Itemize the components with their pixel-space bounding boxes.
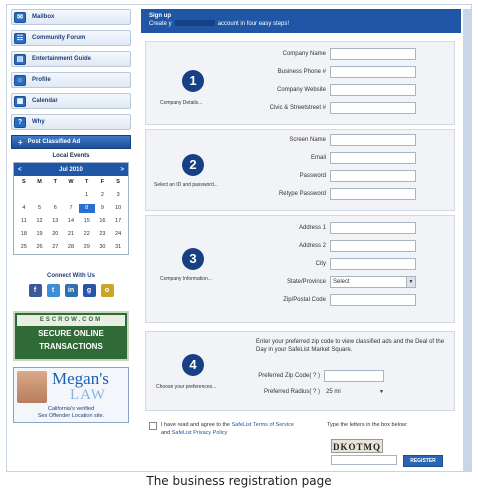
email-input[interactable] (330, 152, 416, 164)
retype-password-row (266, 188, 416, 200)
mailbox-icon: ✉ (14, 12, 26, 23)
zip-input[interactable] (330, 294, 416, 306)
calendar-day[interactable]: 14 (67, 218, 75, 224)
state-row (266, 276, 416, 288)
calendar-day[interactable]: 29 (83, 244, 90, 250)
step-number-badge: 2 (182, 154, 204, 176)
terms-agreement (149, 421, 299, 437)
right-border-strip (463, 9, 471, 471)
business-phone-input[interactable] (330, 66, 416, 78)
field-label: Screen Name (289, 137, 326, 143)
screen-name-input[interactable] (330, 134, 416, 146)
calendar-icon: ▦ (14, 96, 26, 107)
calendar-day[interactable]: 23 (99, 231, 106, 237)
step-caption: Company Details... (160, 100, 203, 106)
password-input[interactable] (330, 170, 416, 182)
calendar-day[interactable]: 1 (85, 192, 89, 198)
state-select-value: Select (333, 279, 350, 285)
escrow-brand: ESCROW.COM (17, 315, 125, 326)
sidebar-item-entertainment-guide[interactable] (11, 51, 131, 67)
sidebar-item-label: Calendar (32, 98, 58, 104)
calendar-day[interactable]: 26 (36, 244, 43, 250)
calendar-day[interactable]: 7 (69, 205, 73, 211)
escrow-line2: TRANSACTIONS (39, 342, 103, 351)
company-website-row (266, 84, 416, 96)
terms-text-mid: and (161, 430, 172, 436)
sidebar-item-profile[interactable] (11, 72, 131, 88)
megan-caption (16, 406, 126, 420)
field-label: State/Province (286, 279, 326, 285)
calendar-day[interactable]: 20 (52, 231, 59, 237)
megan-caption-line2: Sex Offender Location site. (37, 413, 105, 419)
company-name-input[interactable] (330, 48, 416, 60)
calendar-day[interactable]: 15 (83, 218, 90, 224)
field-label: Address 1 (298, 225, 326, 231)
calendar-dow: F (100, 179, 105, 185)
calendar-day[interactable]: 5 (38, 205, 42, 211)
twitter-icon[interactable]: t (47, 284, 60, 297)
event-calendar (13, 162, 129, 255)
chevron-down-icon: ▼ (406, 277, 415, 287)
figure-caption: The business registration page (146, 474, 332, 488)
field-label: City (315, 261, 326, 267)
screen-name-row (266, 134, 416, 146)
preferred-zip-row (250, 370, 384, 382)
step-3-panel (145, 215, 455, 323)
field-label: Civic & Streetstreet # (269, 105, 326, 111)
calendar-day[interactable]: 22 (83, 231, 90, 237)
megans-law-banner[interactable] (13, 367, 129, 423)
register-button[interactable]: REGISTER (403, 455, 443, 467)
sidebar-item-label: Community Forum (32, 35, 86, 41)
business-phone-row (266, 66, 416, 78)
state-select[interactable] (330, 276, 416, 288)
address-1-input[interactable] (330, 222, 416, 234)
calendar-day[interactable]: 17 (115, 218, 122, 224)
step-caption: Company Information... (160, 276, 212, 282)
field-label: Business Phone # (277, 69, 326, 75)
post-classified-ad-label: Post Classified Ad (27, 139, 81, 145)
step-1-panel (145, 41, 455, 125)
step-4-panel (145, 331, 455, 411)
field-label: Password (299, 173, 326, 179)
terms-checkbox[interactable] (149, 422, 157, 430)
sidebar-item-label: Entertainment Guide (32, 56, 92, 62)
megan-photo (17, 371, 47, 403)
calendar-day[interactable]: 3 (116, 192, 120, 198)
other-social-icon[interactable]: o (101, 284, 114, 297)
signup-form-area (141, 9, 461, 471)
signup-header (141, 9, 461, 33)
radius-select-value: 25 mi (326, 389, 341, 395)
google-icon[interactable]: g (83, 284, 96, 297)
escrow-line1: SECURE ONLINE (38, 329, 104, 338)
guide-icon: ▤ (14, 54, 26, 65)
step-number-badge: 3 (182, 248, 204, 270)
step-caption: Choose your preferences... (156, 384, 217, 390)
sidebar-item-label: Profile (32, 77, 51, 83)
address-2-input[interactable] (330, 240, 416, 252)
forum-icon: ☷ (14, 33, 26, 44)
local-events-heading: Local Events (52, 153, 90, 159)
step-number-badge: 4 (182, 354, 204, 376)
calendar-day[interactable]: 16 (99, 218, 106, 224)
calendar-day[interactable]: 24 (115, 231, 122, 237)
calendar-dow: M (37, 179, 42, 185)
facebook-icon[interactable]: f (29, 284, 42, 297)
field-label: Preferred Radius( ? ) (263, 389, 320, 395)
field-label: Company Website (277, 87, 326, 93)
calendar-dow: S (22, 179, 26, 185)
civic-street-input[interactable] (330, 102, 416, 114)
calendar-grid (14, 176, 128, 254)
escrow-ad-banner[interactable] (13, 311, 129, 361)
retype-password-input[interactable] (330, 188, 416, 200)
sidebar-item-label: Mailbox (32, 14, 55, 20)
calendar-day[interactable]: 13 (52, 218, 59, 224)
calendar-month: Jul 2010 (59, 166, 83, 173)
radius-select[interactable] (324, 386, 384, 398)
calendar-day (63, 191, 79, 200)
signup-title: Sign up (149, 13, 171, 19)
calendar-next-button[interactable]: > (120, 166, 124, 173)
profile-icon: ☺ (14, 75, 26, 86)
preferred-radius-row (250, 386, 384, 398)
address-1-row (266, 222, 416, 234)
city-row (266, 258, 416, 270)
calendar-day[interactable]: 30 (99, 244, 106, 250)
sidebar-item-label: Why (32, 119, 45, 125)
redacted-block (175, 20, 215, 26)
calendar-dow: T (53, 179, 57, 185)
field-label: Company Name (282, 51, 326, 57)
calendar-day[interactable]: 21 (67, 231, 75, 237)
captcha-input[interactable] (331, 455, 397, 465)
field-label: Zip/Postal Code (283, 297, 326, 303)
calendar-day[interactable]: 19 (36, 231, 43, 237)
social-links (11, 284, 131, 297)
email-row (266, 152, 416, 164)
signup-subtitle-end: account in four easy steps! (217, 21, 290, 27)
linkedin-icon[interactable]: in (65, 284, 78, 297)
company-name-row (266, 48, 416, 60)
captcha-image: DKOTMQ (331, 439, 383, 453)
chevron-down-icon: ▼ (379, 389, 384, 395)
calendar-day[interactable]: 9 (100, 205, 104, 211)
step-caption: Select an ID and password... (154, 182, 218, 188)
help-icon: ? (14, 117, 26, 128)
captcha-instructions: Type the letters in the box below: (327, 422, 408, 428)
signup-subtitle-start: Create y (149, 21, 172, 27)
field-label: Preferred Zip Code( ? ) (258, 373, 320, 379)
calendar-day[interactable]: 11 (20, 218, 27, 224)
zip-row (266, 294, 416, 306)
sidebar-item-why[interactable] (11, 114, 131, 130)
calendar-prev-button[interactable]: < (18, 166, 22, 173)
preferred-zip-input[interactable] (324, 370, 384, 382)
calendar-dow: S (116, 179, 120, 185)
calendar-day (32, 191, 48, 200)
zip-description: Enter your preferred zip code to view classified ads and the Deal of the Day in your SafeList Market Square. (256, 339, 445, 353)
terms-of-service-link[interactable]: SafeList Terms of Service (231, 422, 294, 428)
calendar-dow: T (85, 179, 89, 185)
field-label: Email (310, 155, 326, 161)
company-website-input[interactable] (330, 84, 416, 96)
calendar-day[interactable]: 18 (20, 231, 27, 237)
calendar-day[interactable]: 25 (20, 244, 27, 250)
password-row (266, 170, 416, 182)
calendar-day (47, 191, 63, 200)
sidebar-item-calendar[interactable] (11, 93, 131, 109)
sidebar (11, 9, 131, 471)
calendar-day[interactable]: 6 (53, 205, 57, 211)
city-input[interactable] (330, 258, 416, 270)
privacy-policy-link[interactable]: SafeList Privacy Policy (171, 430, 228, 436)
megan-law-title: LAW (70, 387, 106, 403)
calendar-dow: W (68, 179, 74, 185)
step-2-panel (145, 129, 455, 211)
address-2-row (266, 240, 416, 252)
megan-caption-line1: California's verified (47, 406, 95, 412)
calendar-header (14, 163, 128, 176)
calendar-day[interactable]: 8 (79, 204, 95, 213)
connect-heading: Connect With Us (47, 273, 95, 279)
civic-street-row (266, 102, 416, 114)
plus-icon: + (18, 137, 23, 147)
calendar-day (16, 191, 32, 200)
calendar-day[interactable]: 31 (115, 244, 122, 250)
megan-title: Megan's (52, 369, 109, 388)
sidebar-item-community-forum[interactable] (11, 30, 131, 46)
terms-text-pre: I have read and agree to the (161, 422, 232, 428)
calendar-day[interactable]: 27 (52, 244, 59, 250)
screenshot-frame (6, 4, 472, 472)
calendar-day[interactable]: 10 (115, 205, 122, 211)
calendar-day[interactable]: 12 (36, 218, 43, 224)
calendar-day[interactable]: 28 (67, 244, 75, 250)
sidebar-item-mailbox[interactable] (11, 9, 131, 25)
field-label: Address 2 (298, 243, 326, 249)
field-label: Retype Password (278, 191, 326, 197)
calendar-day[interactable]: 2 (100, 192, 104, 198)
post-classified-ad-button[interactable] (11, 135, 131, 149)
step-number-badge: 1 (182, 70, 204, 92)
calendar-day[interactable]: 4 (22, 205, 26, 211)
terms-text (161, 421, 299, 437)
